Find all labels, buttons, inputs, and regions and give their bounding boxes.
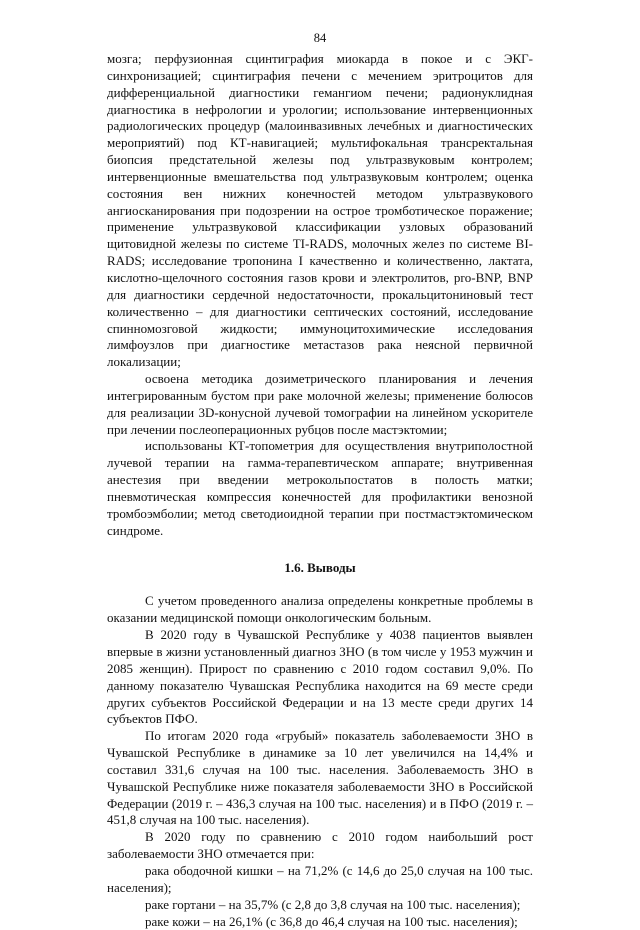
list-item-larynx-cancer: раке гортани – на 35,7% (с 2,8 до 3,8 случая на 100 тыс. населения); [107,897,533,914]
list-item-skin-cancer: раке кожи – на 26,1% (с 36,8 до 46,4 случая на 100 тыс. населения); [107,914,533,930]
paragraph-conclusions-intro: С учетом проведенного анализа определены конкретные проблемы в оказании медицинской помощи онкологическим больным. [107,593,533,627]
document-body [107,51,533,930]
list-item-colon-cancer: рака ободочной кишки – на 71,2% (с 14,6 до 25,0 случая на 100 тыс. населения); [107,863,533,897]
paragraph-crude-rate: По итогам 2020 года «грубый» показатель заболеваемости ЗНО в Чувашской Республике в динамике за 10 лет увеличился на 14,4% и составил 331,6 случая на 100 тыс. населения. Заболеваемость ЗНО в Чувашской Республике ниже показателя заболеваемости ЗНО в Российской Федерации (2019 г. – 436,3 случая на 100 тыс. населения) и в ПФО (2019 г. – 451,8 случая на 100 тыс. населения). [107,728,533,829]
paragraph-incidence-2020: В 2020 году в Чувашской Республике у 4038 пациентов выявлен впервые в жизни установленный диагноз ЗНО (в том числе у 1953 мужчин и 2085 женщин). Прирост по сравнению с 2010 годом составил 9,0%. По данному показателю Чувашская Республика находится на 69 месте среди других субъектов Российской Федерации и на 13 месте среди других 14 субъектов ПФО. [107,627,533,728]
section-heading: 1.6. Выводы [107,559,533,576]
paragraph-growth-intro: В 2020 году по сравнению с 2010 годом наибольший рост заболеваемости ЗНО отмечается при: [107,829,533,863]
paragraph-ct-topometry: использованы КТ-топометрия для осуществления внутриполостной лучевой терапии на гамма-терапевтическом аппарате; внутривенная анестезия при введении метрокольпостатов в полость матки; пневмотическая компрессия конечностей для профилактики венозной тромбоэмболии; метод светодиоидной терапии при постмастэктомическом синдроме. [107,438,533,539]
paragraph-continued-methods: мозга; перфузионная сцинтиграфия миокарда в покое и с ЭКГ-синхронизацией; сцинтиграфия печени с мечением эритроцитов для дифференциальной диагностики гемангиом печени; радионуклидная диагностика в нефрологии и урологии; использование интервенционных радиологических процедур (малоинвазивных лечебных и диагностических мероприятий) под КТ-навигацией; мультифокальная трансректальная биопсия предстательной железы под ультразвуковым контролем; интервенционные вмешательства под ультразвуковым контролем; оценка состояния вен нижних конечностей методом ультразвукового ангиосканирования при подозрении на острое тромботическое поражение; применение ультразвуковой классификации узловых образований щитовидной железы по системе TI-RADS, молочных желез по системе BI-RADS; исследование тропонина I качественно и количественно, лактата, кислотно-щелочного состояния газов крови и электролитов, pro-BNP, BNP для диагностики сердечной недостаточности, прокальцитониновый тест количественно – для диагностики септических состояний, исследование спинномозговой жидкости; иммуноцитохимические исследования лимфоузлов при диагностике метастазов рака неясной первичной локализации; [107,51,533,371]
paragraph-dosimetry: освоена методика дозиметрического планирования и лечения интегрированным бустом при раке молочной железы; применение болюсов для реализации 3D-конусной лучевой томографии на линейном ускорителе при лечении послеоперационных рубцов после мастэктомии; [107,371,533,438]
page-number: 84 [0,30,640,46]
